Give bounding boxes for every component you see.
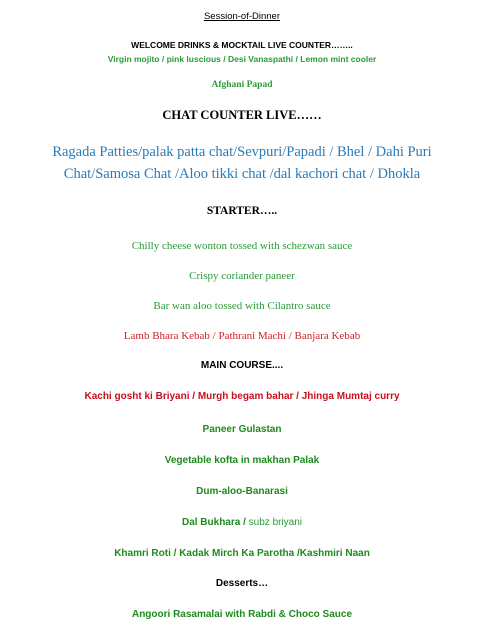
- starter-nonveg: Lamb Bhara Kebab / Pathrani Machi / Banjara Kebab: [123, 330, 361, 342]
- starter-item: Crispy coriander paneer: [189, 270, 295, 282]
- chat-counter-heading: CHAT COUNTER LIVE……: [162, 108, 322, 122]
- main-course-item: Paneer Gulastan: [202, 424, 282, 435]
- main-course-heading: MAIN COURSE....: [200, 360, 284, 371]
- chat-counter-line-1: Ragada Patties/palak patta chat/Sevpuri/Papadi / Bhel / Dahi Puri: [52, 144, 432, 160]
- afghani-papad: Afghani Papad: [211, 80, 273, 90]
- dal-line: [0, 517, 484, 529]
- main-course-item: Dum-aloo-Banarasi: [196, 486, 288, 497]
- starter-item: Bar wan aloo tossed with Cilantro sauce: [153, 300, 331, 312]
- desserts-heading: Desserts…: [215, 578, 269, 589]
- welcome-drinks-heading: WELCOME DRINKS & MOCKTAIL LIVE COUNTER……..: [131, 40, 353, 50]
- welcome-drinks-list: Virgin mojito / pink luscious / Desi Vanaspathi / Lemon mint cooler: [107, 54, 377, 64]
- subz-briyani: subz briyani: [248, 517, 303, 528]
- dessert-item: Angoori Rasamalai with Rabdi & Choco Sauce: [131, 609, 353, 620]
- main-course-nonveg: Kachi gosht ki Briyani / Murgh begam bahar / Jhinga Mumtaj curry: [84, 391, 400, 402]
- session-title: Session-of-Dinner: [203, 11, 281, 22]
- main-course-item: Vegetable kofta in makhan Palak: [164, 455, 320, 466]
- starter-item: Chilly cheese wonton tossed with schezwan sauce: [131, 240, 353, 252]
- starter-heading: STARTER…..: [206, 205, 278, 217]
- dal-bukhara: Dal Bukhara /: [181, 517, 249, 528]
- chat-counter-line-2: Chat/Samosa Chat /Aloo tikki chat /dal kachori chat / Dhokla: [63, 166, 421, 182]
- breads-line: Khamri Roti / Kadak Mirch Ka Parotha /Kashmiri Naan: [114, 548, 370, 559]
